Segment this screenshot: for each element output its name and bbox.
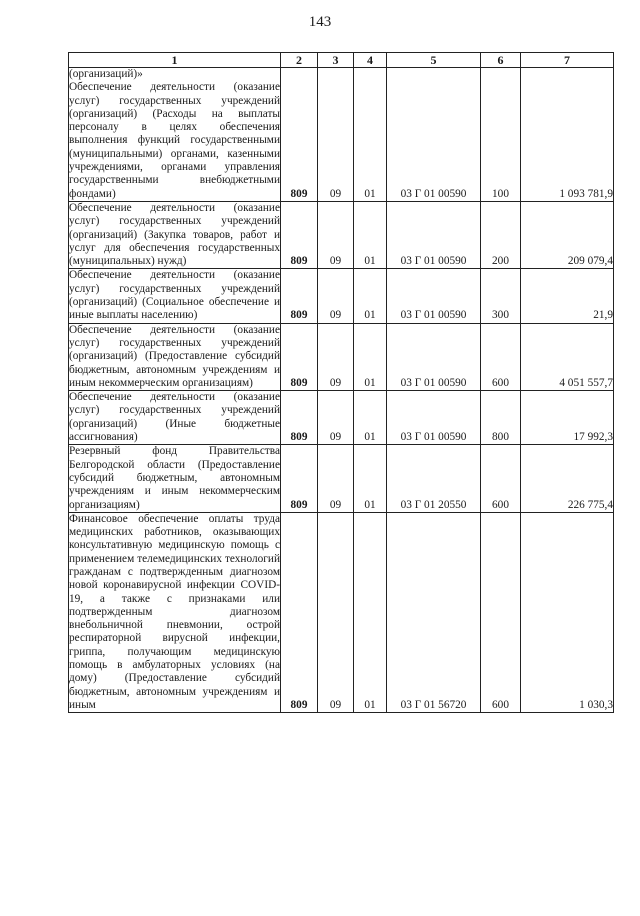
description-cell	[69, 269, 281, 323]
description-cell	[69, 68, 281, 202]
ministry-code: 809	[281, 512, 318, 712]
amount-value: 1 093 781,9	[521, 68, 614, 202]
description-cell	[69, 512, 281, 712]
amount-value: 4 051 557,7	[521, 323, 614, 390]
column-header: 2	[281, 53, 318, 68]
section-code: 09	[318, 323, 354, 390]
amount-value: 1 030,3	[521, 512, 614, 712]
ministry-code: 809	[281, 68, 318, 202]
description-text: Обеспечение деятельности (оказание услуг) государственных учреждений (организаций) (Иные бюджетные ассигнования)	[69, 391, 280, 444]
column-header: 4	[354, 53, 387, 68]
expense-type-code: 600	[481, 323, 521, 390]
column-header: 7	[521, 53, 614, 68]
section-code: 09	[318, 269, 354, 323]
target-article-code: 03 Г 01 00590	[387, 269, 481, 323]
description-cell	[69, 201, 281, 268]
target-article-code: 03 Г 01 00590	[387, 323, 481, 390]
expense-type-code: 300	[481, 269, 521, 323]
target-article-code: 03 Г 01 56720	[387, 512, 481, 712]
table-row	[69, 269, 614, 323]
table-row	[69, 512, 614, 712]
description-cell	[69, 445, 281, 512]
expense-type-code: 100	[481, 68, 521, 202]
expense-type-code: 800	[481, 391, 521, 445]
section-code: 09	[318, 201, 354, 268]
column-header: 1	[69, 53, 281, 68]
ministry-code: 809	[281, 269, 318, 323]
section-code: 09	[318, 445, 354, 512]
amount-value: 21,9	[521, 269, 614, 323]
subsection-code: 01	[354, 323, 387, 390]
subsection-code: 01	[354, 391, 387, 445]
description-text: Обеспечение деятельности (оказание услуг) государственных учреждений (организаций) (Социальное обеспечение и иные выплаты населению)	[69, 269, 280, 322]
expense-type-code: 600	[481, 512, 521, 712]
column-header: 3	[318, 53, 354, 68]
subsection-code: 01	[354, 201, 387, 268]
target-article-code: 03 Г 01 00590	[387, 201, 481, 268]
target-article-code: 03 Г 01 20550	[387, 445, 481, 512]
description-text: Финансовое обеспечение оплаты труда медицинских работников, оказывающих консультативную медицинскую помощь с применением телемедицинских технологий гражданам с подтвержденным диагнозом новой коронавирусной инфекции COVID-19, а также с признаками или подтвержденным диагнозом внебольничной пневмонии, острой респираторной вирусной инфекции, гриппа, получающим медицинскую помощь в амбулаторных условиях (на дому) (Предоставление субсидий бюджетным, автономным учреждениям и иным	[69, 512, 280, 711]
description-cell	[69, 323, 281, 390]
subsection-code: 01	[354, 68, 387, 202]
budget-table	[68, 52, 614, 713]
description-text: Обеспечение деятельности (оказание услуг) государственных учреждений (организаций) (Расходы на выплаты персоналу в целях обеспечения выполнения функций государственными (муниципальными) органами, казенными учреждениями, органами управления государственными внебюджетными фондами)	[69, 81, 280, 200]
ministry-code: 809	[281, 391, 318, 445]
description-cell	[69, 391, 281, 445]
subsection-code: 01	[354, 512, 387, 712]
header-row	[69, 53, 614, 68]
ministry-code: 809	[281, 323, 318, 390]
expense-type-code: 200	[481, 201, 521, 268]
column-header: 6	[481, 53, 521, 68]
page-number: 143	[308, 14, 332, 30]
amount-value: 226 775,4	[521, 445, 614, 512]
target-article-code: 03 Г 01 00590	[387, 68, 481, 202]
description-text: Обеспечение деятельности (оказание услуг) государственных учреждений (организаций) (Закупка товаров, работ и услуг для обеспечения государственных (муниципальных) нужд)	[69, 201, 280, 268]
table-row	[69, 391, 614, 445]
table-row	[69, 68, 614, 202]
table-row	[69, 323, 614, 390]
subsection-code: 01	[354, 445, 387, 512]
amount-value: 209 079,4	[521, 201, 614, 268]
expense-type-code: 600	[481, 445, 521, 512]
amount-value: 17 992,3	[521, 391, 614, 445]
continuation-text: (организаций)»	[69, 68, 143, 80]
subsection-code: 01	[354, 269, 387, 323]
table-row	[69, 201, 614, 268]
table-row	[69, 445, 614, 512]
column-header: 5	[387, 53, 481, 68]
section-code: 09	[318, 68, 354, 202]
ministry-code: 809	[281, 201, 318, 268]
description-text: Резервный фонд Правительства Белгородской области (Предоставление субсидий бюджетным, автономным учреждениям и иным некоммерческим организациям)	[69, 445, 280, 511]
ministry-code: 809	[281, 445, 318, 512]
description-text: Обеспечение деятельности (оказание услуг) государственных учреждений (организаций) (Предоставление субсидий бюджетным, автономным учреждениям и иным некоммерческим организациям)	[69, 323, 280, 389]
section-code: 09	[318, 391, 354, 445]
section-code: 09	[318, 512, 354, 712]
target-article-code: 03 Г 01 00590	[387, 391, 481, 445]
